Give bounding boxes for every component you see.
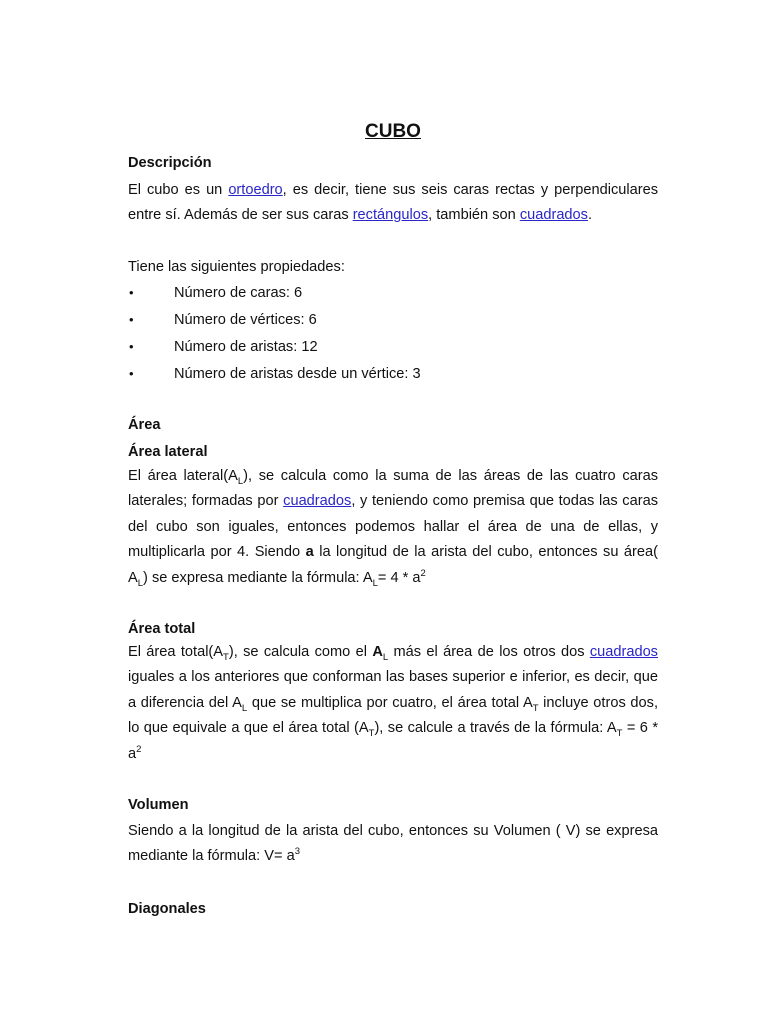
superscript: 2 [136, 743, 142, 755]
property-item [128, 284, 658, 302]
volumen-paragraph [128, 819, 658, 870]
superscript: 3 [294, 846, 300, 858]
link-rectangulos[interactable]: rectángulos [352, 207, 429, 224]
text-run: iguales a los anteriores que conforman las bases superior e inferior, es decir, que a diferencia del A [128, 669, 658, 711]
text-run: = 6 * a [128, 720, 659, 762]
text-run: , también son [428, 207, 520, 224]
bullet-icon: • [129, 366, 134, 381]
text-run: ), se calcula como la suma de las áreas de las cuatro caras laterales; formadas por [128, 468, 659, 510]
subscript: T [368, 728, 375, 740]
descripcion-heading: Descripción [128, 155, 212, 171]
property-item [128, 311, 658, 329]
descripcion-paragraph [128, 178, 658, 229]
text-run: . [587, 207, 593, 224]
text-run: ), se calcule a través de la fórmula: A [374, 720, 617, 737]
subscript: T [532, 702, 539, 714]
link-cuadrados[interactable]: cuadrados [589, 644, 658, 660]
property-text: Número de vértices: 6 [174, 312, 317, 328]
area-lateral-heading: Área lateral [128, 444, 208, 460]
text-run: incluye otros dos, lo que equivale a que el área total (A [128, 694, 659, 737]
bold-variable: a [305, 544, 314, 561]
subscript: L [372, 577, 378, 589]
document-page [128, 0, 658, 1024]
diagonales-heading: Diagonales [128, 901, 206, 917]
subscript: L [241, 702, 248, 714]
superscript: 2 [420, 567, 426, 579]
subscript: L [237, 475, 244, 487]
subscript: T [616, 728, 623, 740]
text-run: que se multiplica por cuatro, el área total A [247, 694, 533, 711]
properties-intro: Tiene las siguientes propiedades: [128, 259, 345, 275]
area-total-paragraph [128, 640, 658, 767]
area-lateral-paragraph [128, 464, 658, 591]
text-run: , y teniendo como premisa que todas las caras del cubo son iguales, entonces podemos hallar el área de una de ellas, y multiplicarla por 4. Siendo [128, 493, 658, 561]
link-ortoedro[interactable]: ortoedro [228, 182, 283, 198]
text-run: = 4 * a [377, 569, 421, 586]
text-run: ) se expresa mediante la fórmula: A [143, 569, 373, 586]
volumen-heading: Volumen [128, 797, 189, 813]
area-total-heading: Área total [128, 621, 196, 637]
text-run: , es decir, tiene sus seis caras rectas y perpendiculares entre sí. Además de ser sus caras [128, 182, 658, 224]
text-run: El área lateral(A [128, 468, 238, 484]
link-cuadrados[interactable]: cuadrados [519, 207, 588, 224]
property-text: Número de aristas: 12 [174, 339, 318, 355]
property-text: Número de aristas desde un vértice: 3 [174, 366, 421, 382]
bold-variable: A [372, 644, 383, 660]
property-text: Número de caras: 6 [174, 285, 303, 301]
link-cuadrados[interactable]: cuadrados [283, 493, 352, 510]
area-heading: Área [128, 417, 161, 433]
property-item [128, 365, 658, 383]
document-title: CUBO [365, 121, 421, 142]
bullet-icon: • [129, 312, 134, 327]
text-run: ), se calcula como el [228, 644, 373, 660]
subscript: L [382, 651, 389, 663]
text-run: El área total(A [128, 644, 224, 660]
property-item [128, 338, 658, 356]
text-run: Siendo a la longitud de la arista del cubo, entonces su Volumen ( V) se expresa mediante la fórmula: V= a [128, 823, 658, 865]
bullet-icon: • [129, 339, 134, 354]
text-run: más el área de los otros dos [388, 644, 590, 660]
subscript: T [223, 651, 229, 663]
text-run: El cubo es un [128, 182, 229, 198]
text-run: la longitud de la arista del cubo, entonces su área( A [128, 544, 658, 586]
bullet-icon: • [129, 285, 134, 300]
subscript: L [137, 577, 144, 589]
